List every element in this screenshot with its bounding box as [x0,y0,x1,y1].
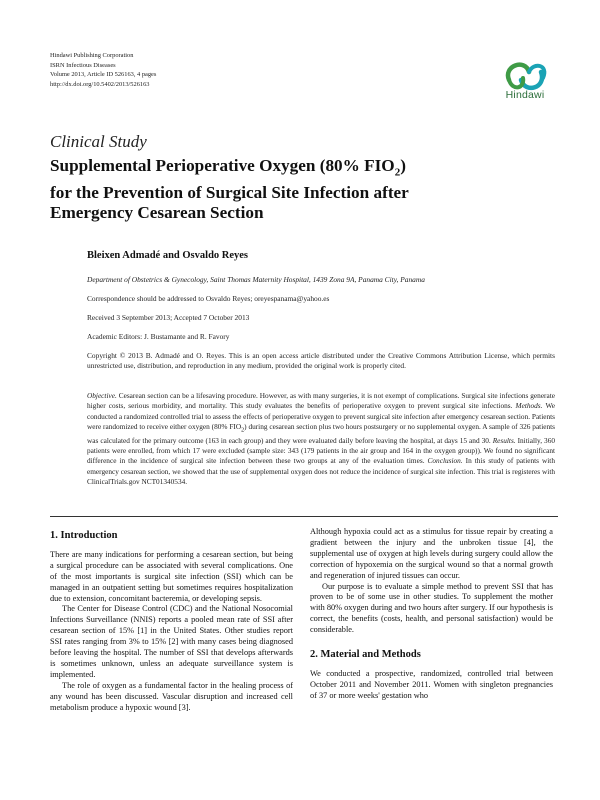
volume-info: Volume 2013, Article ID 526163, 4 pages [50,71,157,79]
section-divider [50,516,558,517]
authors: Bleixen Admadé and Osvaldo Reyes [87,250,249,261]
doi-link[interactable]: http://dx.doi.org/10.5402/2013/526163 [50,80,150,88]
received-dates: Received 3 September 2013; Accepted 7 October 2013 [87,313,250,322]
abstract-results-label: Results. [492,435,516,445]
abstract: Objective. Cesarean section can be a lifesaving procedure. However, as with many surgeries, it is not exempt of complications. Surgical site infections generate higher costs, serious morbidity, and mortality. This study evaluates the benefits of perioperative oxygen to prevent surgical site infections. Methods. We conducted a randomized controlled trial to assess the effects of perioperative oxygen to prevent surgical site infection after emergency cesarean section. Patients were randomized to receive either oxygen (80% $FIO_2$) during cesarean section plus two hours postsurgery or no supplemental oxygen. A sample of 326 patients was calculated for the primary outcome (163 in each group) and they were evaluated daily before leaving the hospital, at days 15 and 30. Results. Initially, 360 patients were enrolled, from which 17 were excluded (sample size: 343 (179 patients in the air group and 164 in the oxygen group)). We found no significant difference in the incidence of surgical site infection between these two groups at any of the evaluation times. Conclusion. In this study of patients with emergency cesarean section, we showed that the use of supplemental oxygen does not reduce the incidence of surgical site infection. This trial is registeres with ClinicalTrials.gov NCT01340534. [87,391,555,486]
publisher-name: Hindawi Publishing Corporation [50,52,134,59]
col2-paragraph-2: Our purpose is to evaluate a simple method to prevent SSI that has proven to be of some use in other studies. To supplement the mother with 80% oxygen during and two hours after surgery. If our hypothesis is correct, the benefits (costs, health, and personal satisfaction) would be considerable. [310,581,553,635]
intro-paragraph-1: There are many indications for performing a cesarean section, but being a surgical procedure can be associated with several complications. One of the most importants is surgical site infection (SSI) which can be managed in an outpatient setting but sometimes requires hospitalization due to extension, concomitant bacteremia, or developing sepsis. [50,549,293,603]
introduction-heading: 1. Introduction [50,530,118,541]
journal-name: ISRN Infectious Diseases [50,61,116,69]
abstract-objective-label: Objective. [87,391,117,400]
correspondence: Correspondence should be addressed to Osvaldo Reyes; oreyespanama@yahoo.es [87,294,330,303]
methods-paragraph-1: We conducted a prospective, randomized, controlled trial between October 2011 and November 2011. Women with singleton pregnancies of 37 or more weeks' gestation who [310,668,553,700]
journal-header [50,51,156,89]
academic-editors: Academic Editors: J. Bustamante and R. Favory [87,332,230,341]
col2-paragraph-1: Although hypoxia could act as a stimulus for tissue repair by creating a gradient between the injury and the unbroken tissue [4], the supplemental use of oxygen at high levels during surgery could allow the correction of hypoxemia on the surgical wound so that a normal growth and regeneration of injured tissues can occur. [310,527,553,580]
intro-paragraph-2: The Center for Disease Control (CDC) and the National Nosocomial Infections Surveillance (NNIS) reports a pooled mean rate of SSI after cesarean section of 15% [1] in the United States. Other studies report SSI rates ranging from 3% to 15% [2] with many cases being diagnosed before leaving the hospital. The number of SSI that develops afterwards is sometimes unknown, unless an adequate surveillance system is implemented. [50,604,293,679]
body-column-left [50,531,293,714]
intro-paragraph-3: The role of oxygen as a fundamental factor in the healing process of any wound has been discussed. Vascular disruption and increased cell metabolism produce a hypoxic wound [3]. [50,680,293,712]
copyright-notice: Copyright © 2013 B. Admadé and O. Reyes. This is an open access article distributed under the Creative Commons Attribution License, which permits unrestricted use, distribution, and reproduction in any medium, provided the original work is properly cited. [87,351,555,371]
methods-heading: 2. Material and Methods [310,649,421,661]
hindawi-logo-text: Hindawi [505,89,545,101]
article-type: Clinical Study [50,132,147,151]
affiliation: Department of Obstetrics & Gynecology, Saint Thomas Maternity Hospital, 1439 Zona 9A, Panama City, Panama [87,275,425,284]
article-title: Supplemental Perioperative Oxygen (80% $FIO_2$) for the Prevention of Surgical Site Infection after Emergency Cesarean Section [50,156,409,223]
abstract-conclusion-label: Conclusion. [427,456,463,466]
abstract-methods-label: Methods. [515,401,543,411]
body-column-right [310,527,553,702]
